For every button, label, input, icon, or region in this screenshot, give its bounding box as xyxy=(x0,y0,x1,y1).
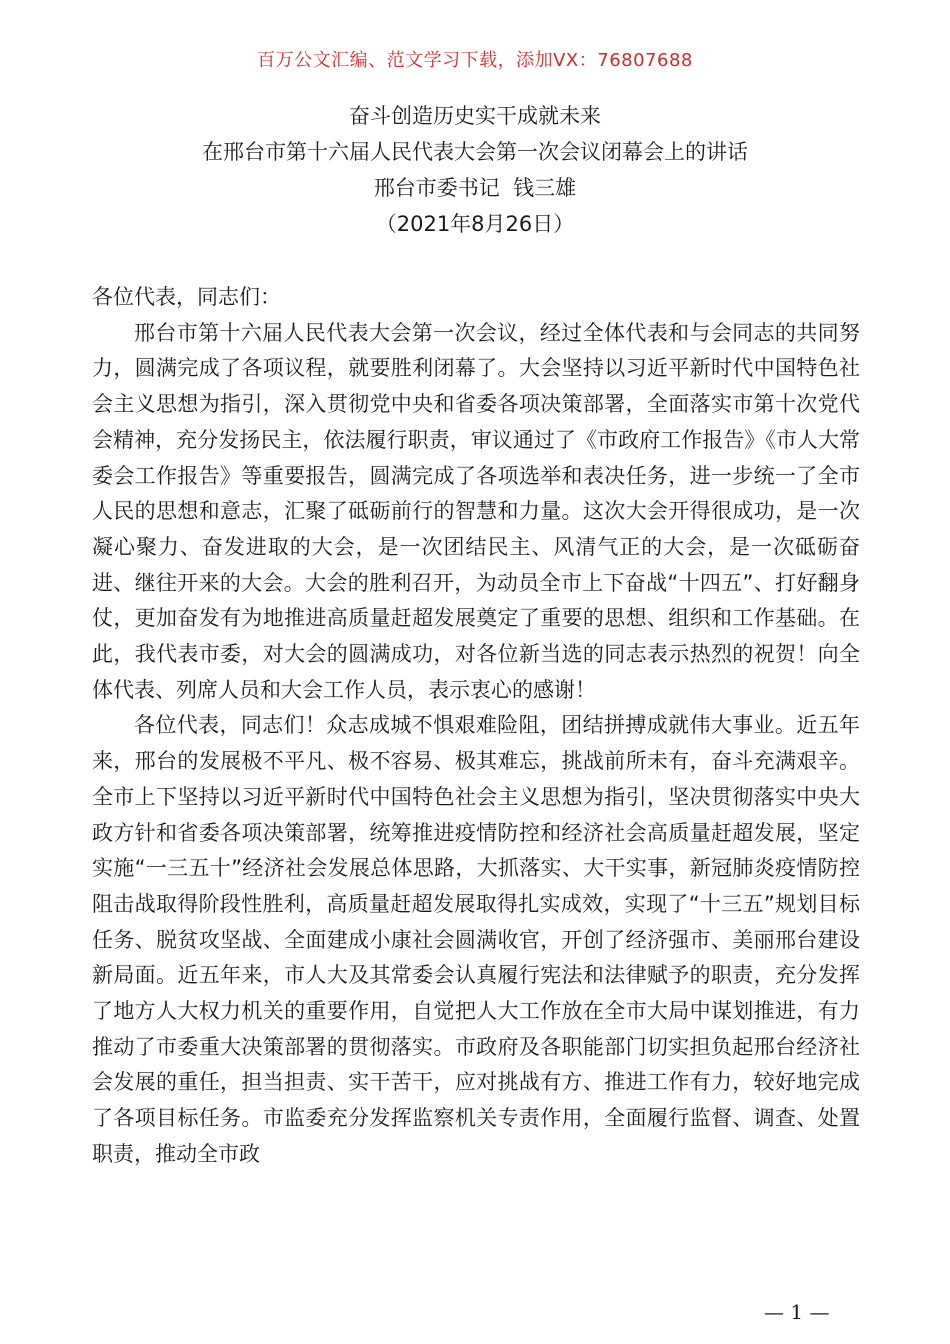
speech-title: 奋斗创造历史实干成就未来 xyxy=(349,104,601,128)
paragraph: 邢台市第十六届人民代表大会第一次会议，经过全体代表和与会同志的共同努力，圆满完成了各项议程，就要胜利闭幕了。大会坚持以习近平新时代中国特色社会主义思想为指引，深入贯彻党中央和省委各项决策部署，全面落实市第十次党代会精神，充分发扬民主，依法履行职责，审议通过了《市政府工作报告》《市人大常委会工作报告》等重要报告，圆满完成了各项选举和表决任务，进一步统一了全市人民的思想和意志，汇聚了砥砺前行的智慧和力量。这次大会开得很成功，是一次凝心聚力、奋发进取的大会，是一次团结民主、风清气正的大会，是一次砥砺奋进、继往开来的大会。大会的胜利召开，为动员全市上下奋战“十四五”、打好翻身仗，更加奋发有为地推进高质量赶超发展奠定了重要的思想、组织和工作基础。在此，我代表市委，对大会的圆满成功，对各位新当选的同志表示热烈的祝贺！向全体代表、列席人员和大会工作人员，表示衷心的感谢！ xyxy=(92,320,860,702)
page-number: — 1 — xyxy=(764,1300,830,1324)
speech-date: （2021年8月26日） xyxy=(375,212,575,236)
title-block xyxy=(0,98,950,242)
speech-body xyxy=(92,280,860,1173)
promo-banner: 百万公文汇编、范文学习下载，添加VX：76807688 xyxy=(257,50,693,71)
speech-subtitle: 在邢台市第十六届人民代表大会第一次会议闭幕会上的讲话 xyxy=(202,140,748,164)
salutation: 各位代表，同志们： xyxy=(92,285,281,309)
paragraph: 各位代表，同志们！众志成城不惧艰难险阻，团结拼搏成就伟大事业。近五年来，邢台的发展极不平凡、极不容易、极其难忘，挑战前所未有，奋斗充满艰辛。全市上下坚持以习近平新时代中国特色社会主义思想为指引，坚决贯彻落实中央大政方针和省委各项决策部署，统筹推进疫情防控和经济社会高质量赶超发展，坚定实施“一三五十”经济社会发展总体思路，大抓落实、大干实事，新冠肺炎疫情防控阻击战取得阶段性胜利，高质量赶超发展取得扎实成效，实现了“十三五”规划目标任务、脱贫攻坚战、全面建成小康社会圆满收官，开创了经济强市、美丽邢台建设新局面。近五年来，市人大及其常委会认真履行宪法和法律赋予的职责，充分发挥了地方人大权力机关的重要作用，自觉把人大工作放在全市大局中谋划推进，有力推动了市委重大决策部署的贯彻落实。市政府及各职能部门切实担负起邢台经济社会发展的重任，担当担责、实干苦干，应对挑战有方、推进工作有力，较好地完成了各项目标任务。市监委充分发挥监察机关专责作用，全面履行监督、调查、处置职责，推动全市政 xyxy=(92,713,860,1166)
speaker-line: 邢台市委书记 钱三雄 xyxy=(373,176,577,200)
